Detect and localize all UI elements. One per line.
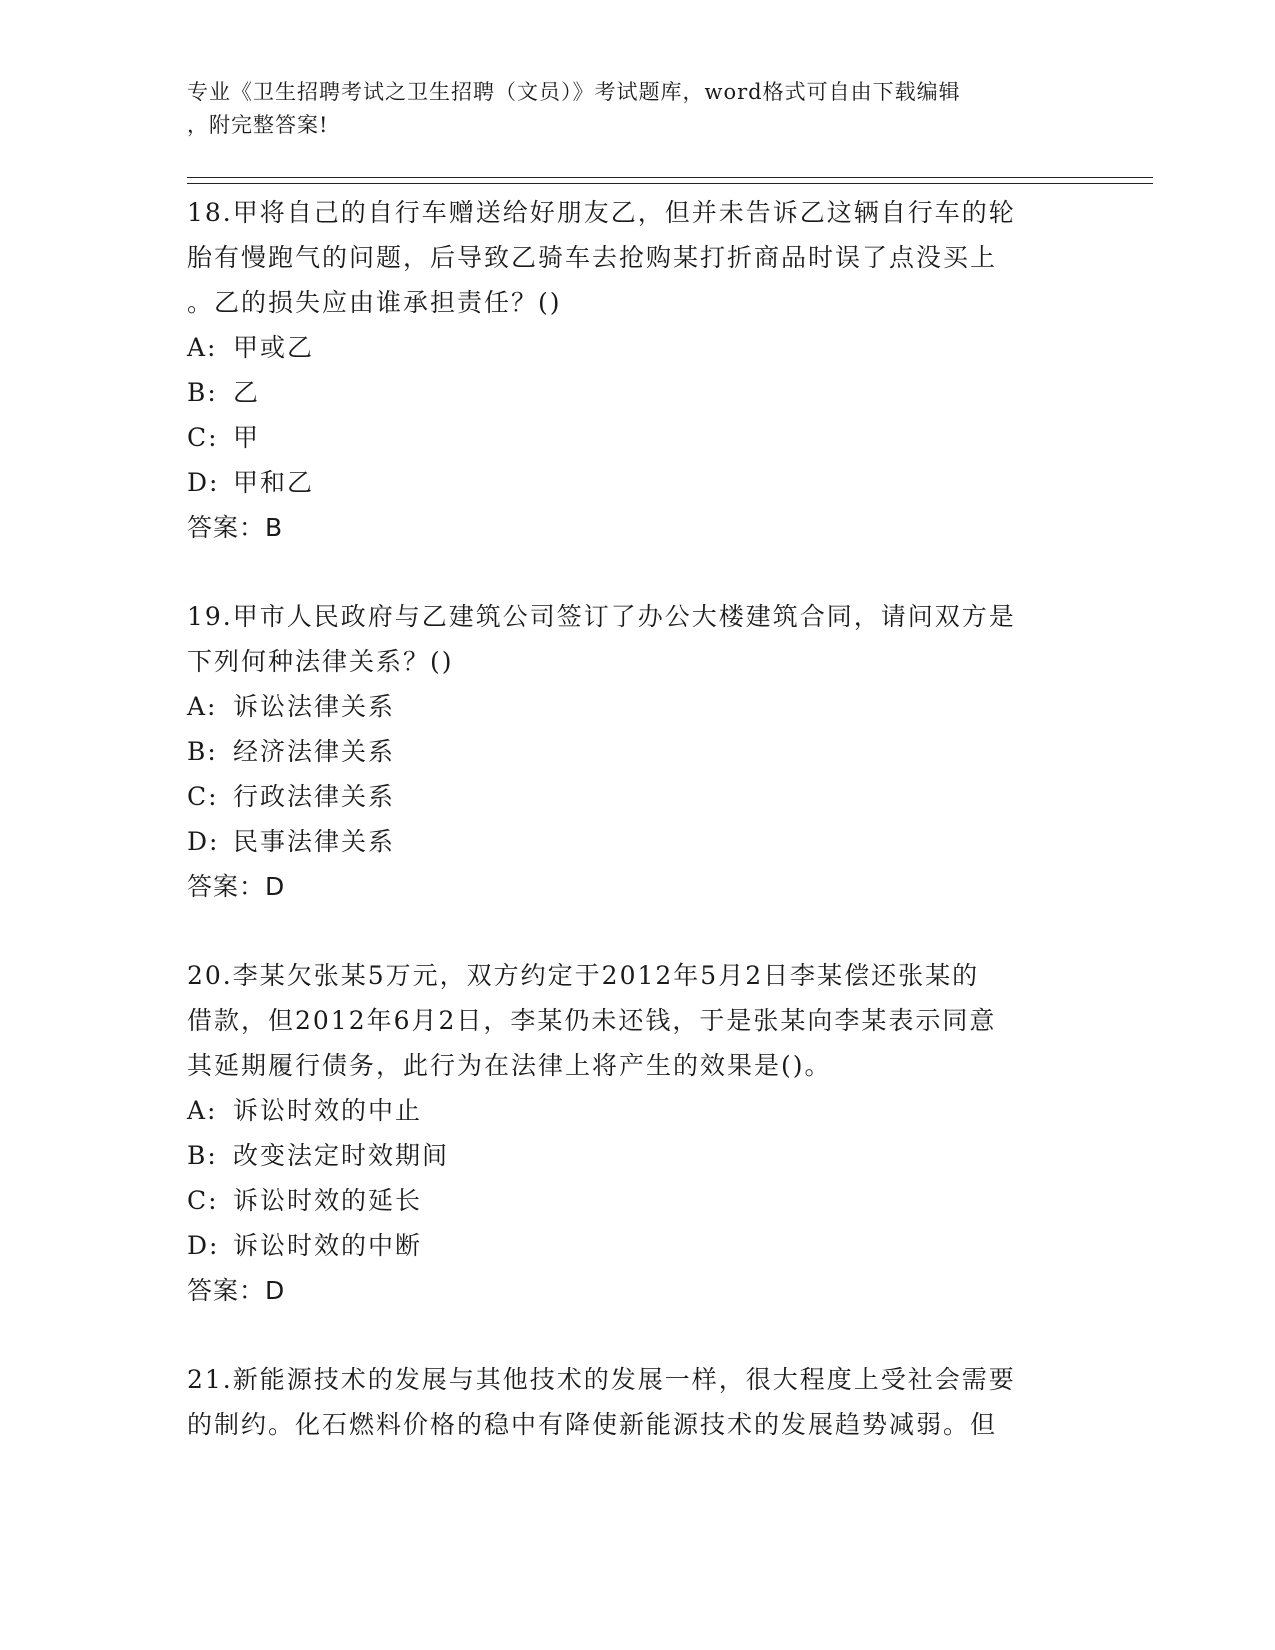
option-text: 民事法律关系	[233, 827, 396, 856]
option-item	[187, 415, 1067, 460]
option-item	[187, 1133, 1067, 1178]
option-text: 甲或乙	[233, 333, 315, 362]
question-text-line: 胎有慢跑气的问题，后导致乙骑车去抢购某打折商品时误了点没买上	[187, 243, 998, 272]
question-text-line: 19.甲市人民政府与乙建筑公司签订了办公大楼建筑合同，请问双方是	[187, 602, 1016, 631]
option-item	[187, 370, 1067, 415]
question-text-line: 20.李某欠张某5万元，双方约定于2012年5月2日李某偿还张某的	[187, 961, 980, 990]
option-text: 甲和乙	[233, 468, 315, 497]
answer-line: 答案：B	[187, 513, 284, 542]
option-letter: D:	[187, 1231, 220, 1260]
answer-line: 答案：D	[187, 872, 286, 901]
option-letter: D:	[187, 468, 220, 497]
option-letter: B:	[187, 1141, 218, 1170]
header-line-1: 专业《卫生招聘考试之卫生招聘（文员）》考试题库，word格式可自由下载编辑	[187, 80, 961, 104]
document-header	[187, 76, 1067, 142]
question-text-line: 。乙的损失应由谁承担责任？()	[187, 288, 562, 317]
question-text-line: 借款，但2012年6月2日，李某仍未还钱，于是张某向李某表示同意	[187, 1006, 997, 1035]
option-item	[187, 729, 1067, 774]
option-text: 行政法律关系	[233, 782, 396, 811]
option-text: 诉讼时效的中断	[233, 1231, 423, 1260]
option-letter: B:	[187, 737, 218, 766]
header-line-2: ，附完整答案!	[187, 113, 329, 137]
answer-line: 答案：D	[187, 1276, 286, 1305]
option-text: 改变法定时效期间	[233, 1141, 450, 1170]
question-text-line: 的制约。化石燃料价格的稳中有降使新能源技术的发展趋势减弱。但	[187, 1410, 998, 1439]
option-item	[187, 325, 1067, 370]
question-list	[187, 190, 1067, 1491]
option-letter: A:	[187, 333, 218, 362]
question-2	[187, 594, 1067, 909]
option-text: 诉讼时效的延长	[233, 1186, 423, 1215]
option-item	[187, 1223, 1067, 1268]
option-item	[187, 1178, 1067, 1223]
option-item	[187, 1088, 1067, 1133]
question-4	[187, 1357, 1067, 1447]
option-item	[187, 684, 1067, 729]
option-text: 经济法律关系	[233, 737, 396, 766]
question-text-line: 21.新能源技术的发展与其他技术的发展一样，很大程度上受社会需要	[187, 1365, 1016, 1394]
header-divider-top	[187, 177, 1153, 178]
option-letter: B:	[187, 378, 218, 407]
option-text: 诉讼时效的中止	[233, 1096, 423, 1125]
option-letter: C:	[187, 423, 219, 452]
option-item	[187, 774, 1067, 819]
option-letter: A:	[187, 1096, 218, 1125]
option-item	[187, 819, 1067, 864]
option-text: 诉讼法律关系	[233, 692, 396, 721]
question-text-line: 其延期履行债务，此行为在法律上将产生的效果是()。	[187, 1051, 832, 1080]
option-item	[187, 460, 1067, 505]
option-text: 甲	[233, 423, 261, 452]
option-letter: A:	[187, 692, 218, 721]
header-divider-bottom	[187, 183, 1153, 184]
option-letter: C:	[187, 782, 219, 811]
question-text-line: 下列何种法律关系？()	[187, 647, 454, 676]
question-text-line: 18.甲将自己的自行车赠送给好朋友乙，但并未告诉乙这辆自行车的轮	[187, 198, 1016, 227]
question-3	[187, 953, 1067, 1313]
question-1	[187, 190, 1067, 550]
option-letter: C:	[187, 1186, 219, 1215]
option-text: 乙	[233, 378, 261, 407]
option-letter: D:	[187, 827, 220, 856]
